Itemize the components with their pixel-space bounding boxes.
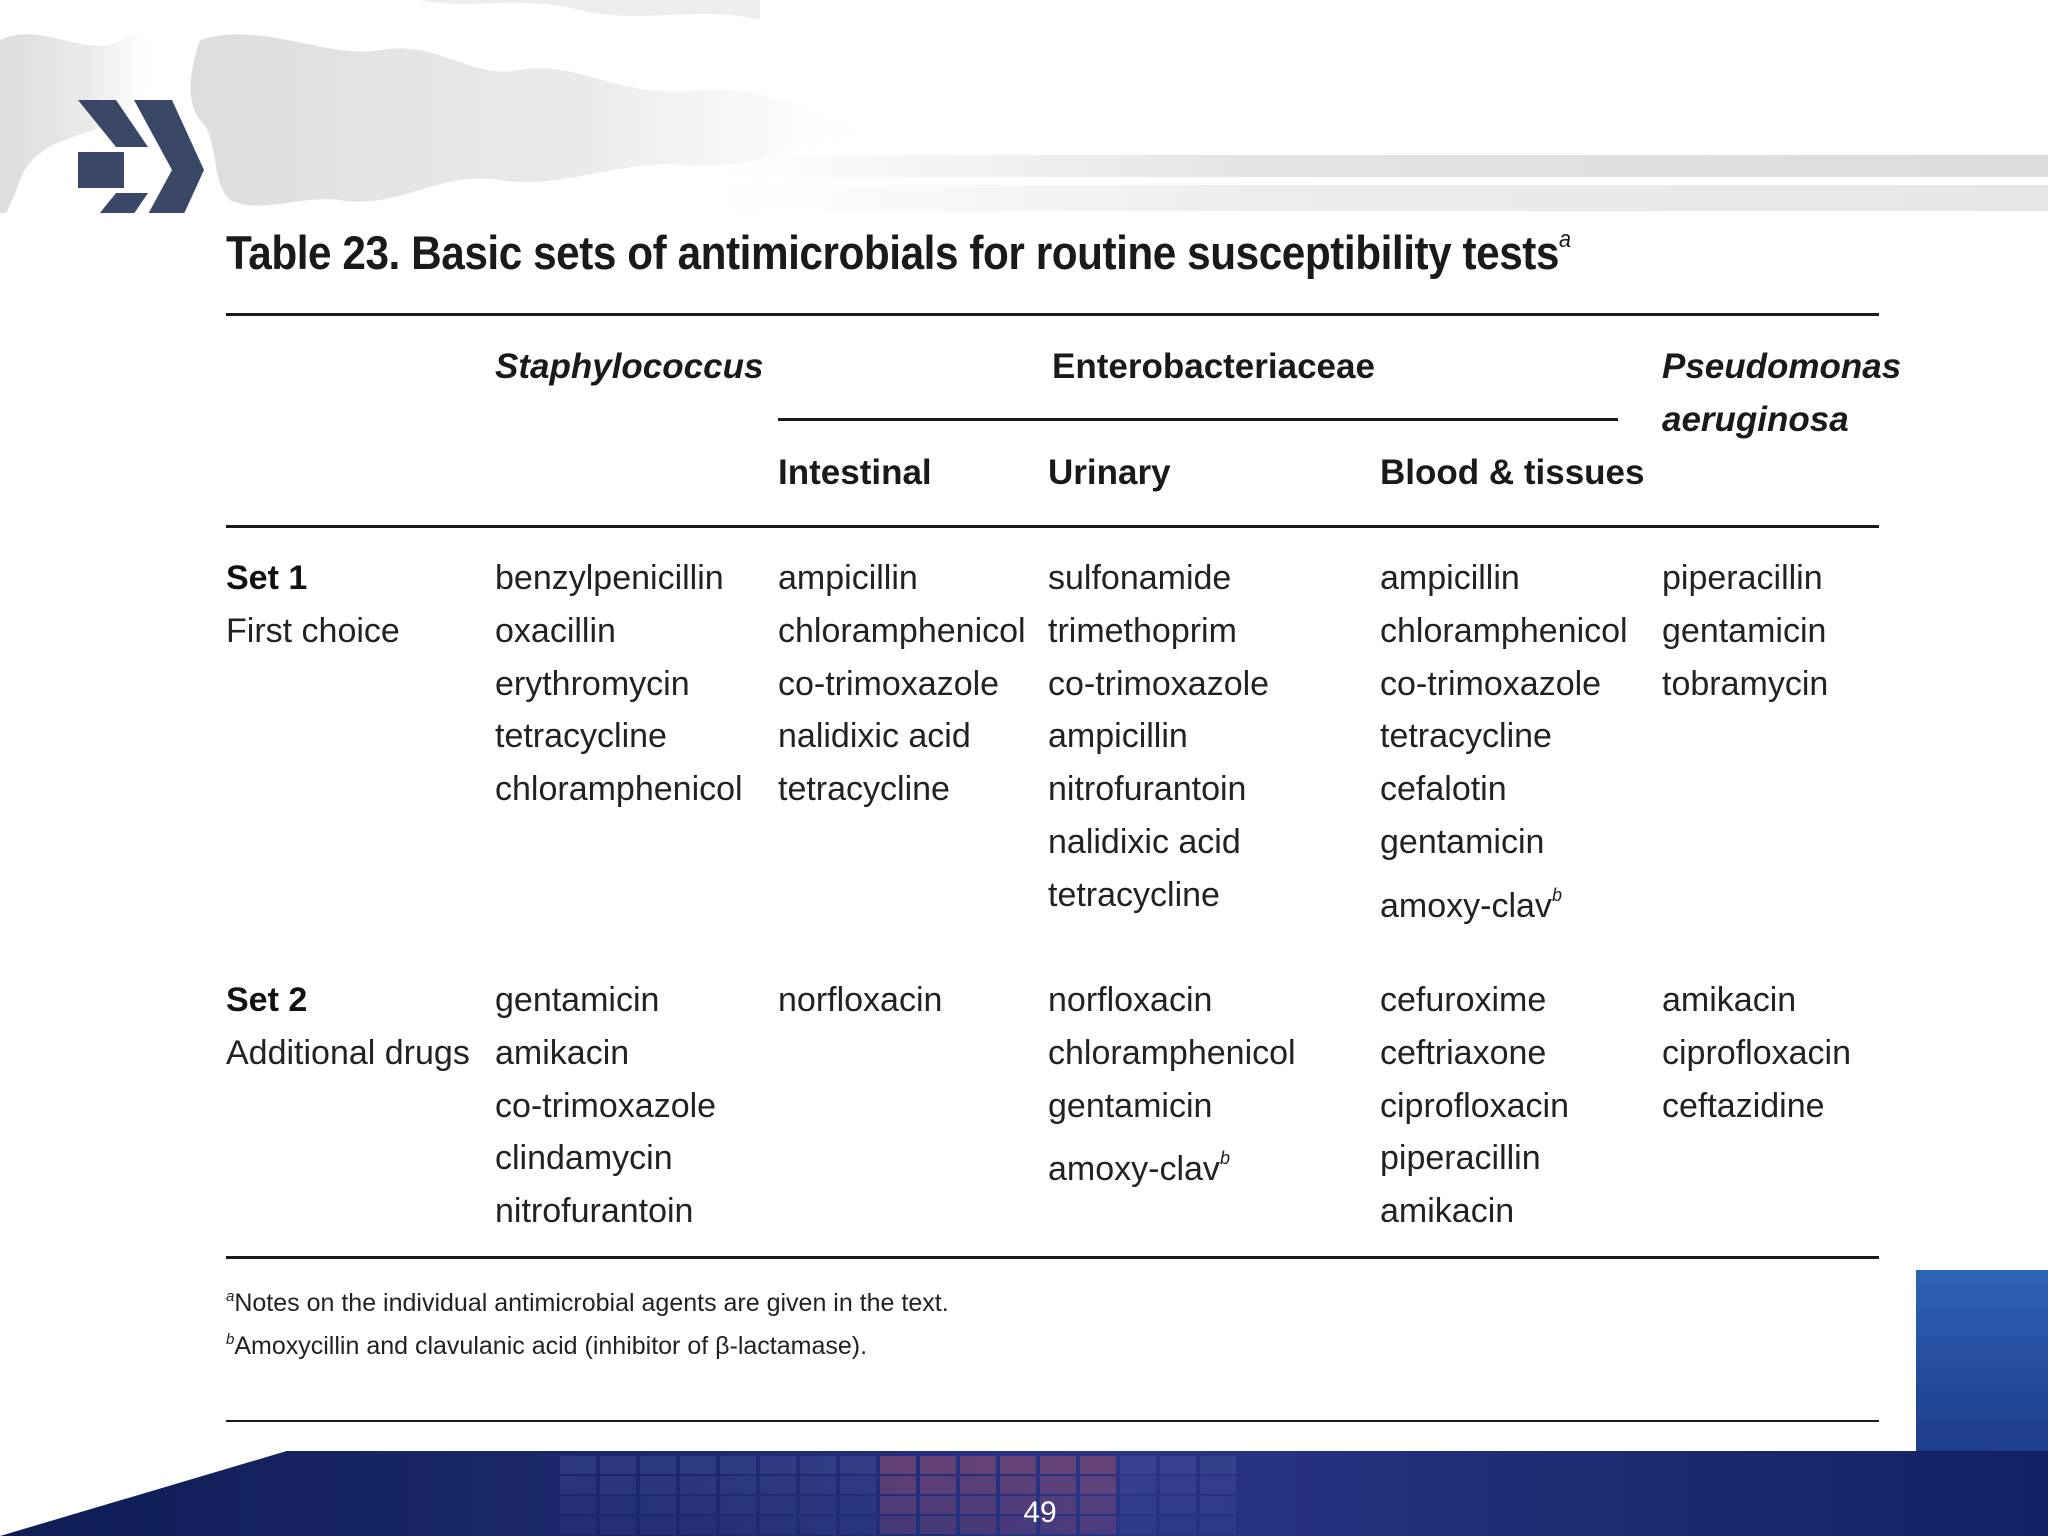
- list-item: chloramphenicol: [1380, 611, 1628, 650]
- footer-tile: [640, 1516, 676, 1534]
- list-item: chloramphenicol: [1048, 1033, 1296, 1072]
- list-item: ceftriaxone: [1380, 1033, 1547, 1072]
- footer-tile: [920, 1516, 956, 1534]
- list-item: gentamicin: [1662, 611, 1827, 650]
- set-2-urinary-list: [1048, 974, 1296, 1189]
- list-item: ciprofloxacin: [1662, 1033, 1851, 1072]
- footer-tile: [880, 1496, 916, 1514]
- list-item: tetracycline: [1048, 875, 1220, 914]
- footer-tile: [880, 1456, 916, 1474]
- set-2-intestinal-list: [778, 974, 942, 1027]
- header-staphylococcus: Staphylococcus: [495, 347, 764, 386]
- footnote-b: $^b$Amoxycillin and clavulanic acid (inhibitor of β-lactamase).: [226, 1331, 868, 1360]
- list-item: erythromycin: [495, 664, 690, 703]
- footer-tile: [560, 1476, 596, 1494]
- footer-tile: [880, 1476, 916, 1494]
- footer-tile: [600, 1456, 636, 1474]
- list-item: benzylpenicillin: [495, 559, 724, 597]
- set-1-urinary-list: [1048, 552, 1269, 922]
- footer-tile: [760, 1516, 796, 1534]
- footer-tile: [1200, 1516, 1236, 1534]
- list-item: trimethoprim: [1048, 611, 1237, 650]
- list-item: co-trimoxazole: [1048, 664, 1270, 703]
- table-bottom-rule: [226, 1256, 1879, 1259]
- footer-tile: [840, 1476, 876, 1494]
- footer-tile: [920, 1496, 956, 1514]
- footer-tile: [720, 1516, 756, 1534]
- footer-tile: [840, 1496, 876, 1514]
- set-2-staphylococcus-list: [495, 974, 716, 1238]
- set-1-intestinal-list: [778, 552, 1026, 816]
- list-item: chloramphenicol: [778, 611, 1026, 650]
- footer-tile: [1200, 1496, 1236, 1514]
- footer-tile: [640, 1476, 676, 1494]
- table-top-rule: [226, 313, 1879, 316]
- list-item: co-trimoxazole: [1380, 664, 1602, 703]
- list-item: amoxy-clav$^b$: [1048, 1148, 1230, 1189]
- footer-tile: [1080, 1456, 1116, 1474]
- footer-tile: [680, 1496, 716, 1514]
- header-enterobacteriaceae: Enterobacteriaceae: [1052, 347, 1375, 386]
- set-2-label: Set 2 Additional drugs: [226, 981, 470, 1072]
- list-item: piperacillin: [1380, 1139, 1541, 1178]
- footer-tile: [760, 1496, 796, 1514]
- list-item: nalidixic acid: [778, 717, 971, 756]
- list-item: gentamicin: [495, 981, 660, 1019]
- header-pseudomonas: Pseudomonas: [1662, 347, 1902, 386]
- list-item: ampicillin: [1380, 559, 1520, 597]
- footer-tile: [600, 1496, 636, 1514]
- footer-tile: [560, 1456, 596, 1474]
- footer-tile: [1120, 1456, 1156, 1474]
- footer-tile: [1120, 1516, 1156, 1534]
- footer-tile: [1160, 1496, 1196, 1514]
- set-1-label: Set 1 First choice: [226, 559, 400, 650]
- footer-tile: [960, 1496, 996, 1514]
- list-item: piperacillin: [1662, 559, 1823, 597]
- footer-tile: [1000, 1476, 1036, 1494]
- page-number: 49: [1023, 1496, 1057, 1529]
- list-item: cefuroxime: [1380, 981, 1547, 1019]
- footer-tile: [1200, 1476, 1236, 1494]
- list-item: norfloxacin: [778, 981, 943, 1019]
- footer-tile: [960, 1516, 996, 1534]
- list-item: sulfonamide: [1048, 559, 1232, 597]
- footer-tile: [800, 1456, 836, 1474]
- table-title: Table 23. Basic sets of antimicrobials for routine susceptibility tests$^a$: [226, 226, 1571, 279]
- footer-tile: [680, 1516, 716, 1534]
- footer-tile: [680, 1456, 716, 1474]
- list-item: gentamicin: [1380, 822, 1545, 861]
- set-2-pseudomonas-list: [1662, 974, 1851, 1132]
- header-urinary: Urinary: [1048, 453, 1171, 492]
- header-span-rule: [778, 418, 1618, 421]
- list-item: nalidixic acid: [1048, 822, 1241, 861]
- list-item: ampicillin: [778, 559, 918, 597]
- list-item: ciprofloxacin: [1380, 1086, 1569, 1125]
- footer-tile: [760, 1456, 796, 1474]
- footer-tile: [840, 1516, 876, 1534]
- list-item: co-trimoxazole: [778, 664, 1000, 703]
- footer-tile: [1160, 1476, 1196, 1494]
- footer-tile: [600, 1516, 636, 1534]
- set-1-pseudomonas-list: [1662, 552, 1828, 710]
- list-item: nitrofurantoin: [495, 1192, 694, 1231]
- header-stripe: [720, 185, 2048, 211]
- list-item: amikacin: [1380, 1192, 1515, 1231]
- header-bottom-rule: [226, 525, 1879, 528]
- list-item: tetracycline: [1380, 717, 1552, 756]
- list-item: amikacin: [495, 1033, 630, 1072]
- footer-tile: [560, 1516, 596, 1534]
- list-item: clindamycin: [495, 1139, 673, 1178]
- list-item: amoxy-clav$^b$: [1380, 884, 1562, 925]
- footer-tile: [1200, 1456, 1236, 1474]
- table-figure: [0, 213, 1916, 1451]
- list-item: tetracycline: [778, 770, 950, 809]
- header-intestinal: Intestinal: [778, 453, 932, 492]
- footer-tile: [760, 1476, 796, 1494]
- list-item: ampicillin: [1048, 717, 1188, 756]
- set-1-staphylococcus-list: [495, 552, 743, 816]
- footer-tile: [640, 1496, 676, 1514]
- header-pseudomonas-line2: aeruginosa: [1662, 400, 1849, 439]
- list-item: chloramphenicol: [495, 770, 743, 809]
- set-2-blood-tissues-list: [1380, 974, 1569, 1238]
- footnote-bottom-rule: [226, 1420, 1879, 1422]
- list-item: ceftazidine: [1662, 1086, 1825, 1125]
- footer-tile: [920, 1476, 956, 1494]
- footer-tile: [800, 1496, 836, 1514]
- footer-tile: [1080, 1516, 1116, 1534]
- list-item: gentamicin: [1048, 1086, 1213, 1125]
- footer-tile: [1120, 1476, 1156, 1494]
- footer-tile: [800, 1516, 836, 1534]
- footer-tile: [1040, 1476, 1076, 1494]
- footer-tile: [1160, 1456, 1196, 1474]
- footer-tile: [1040, 1456, 1076, 1474]
- footer-tile: [1080, 1476, 1116, 1494]
- footer-tile: [600, 1476, 636, 1494]
- footer-tile: [680, 1476, 716, 1494]
- list-item: norfloxacin: [1048, 981, 1213, 1019]
- list-item: cefalotin: [1380, 770, 1507, 809]
- footer-tile: [920, 1456, 956, 1474]
- list-item: oxacillin: [495, 611, 616, 650]
- footnote-a: $^a$Notes on the individual antimicrobial agents are given in the text.: [226, 1288, 949, 1317]
- set-1-blood-tissues-list: [1380, 552, 1628, 925]
- footer-tile: [960, 1456, 996, 1474]
- footer-tile: [960, 1476, 996, 1494]
- footer-tile: [1080, 1496, 1116, 1514]
- list-item: co-trimoxazole: [495, 1086, 717, 1125]
- footer-tile: [1000, 1456, 1036, 1474]
- footer-tile: [720, 1496, 756, 1514]
- footer-tile: [800, 1476, 836, 1494]
- header-blood-tissues: Blood & tissues: [1380, 453, 1645, 492]
- footer-tile: [720, 1456, 756, 1474]
- footer-tile: [1160, 1516, 1196, 1534]
- list-item: amikacin: [1662, 981, 1797, 1019]
- footer-tile: [640, 1456, 676, 1474]
- footer-tile: [880, 1516, 916, 1534]
- footer-tile: [840, 1456, 876, 1474]
- list-item: nitrofurantoin: [1048, 770, 1247, 809]
- footer-tile: [1120, 1496, 1156, 1514]
- header-stripe: [720, 155, 2048, 177]
- footer-tile: [720, 1476, 756, 1494]
- footer-tile: [560, 1496, 596, 1514]
- list-item: tetracycline: [495, 717, 667, 756]
- list-item: tobramycin: [1662, 664, 1829, 703]
